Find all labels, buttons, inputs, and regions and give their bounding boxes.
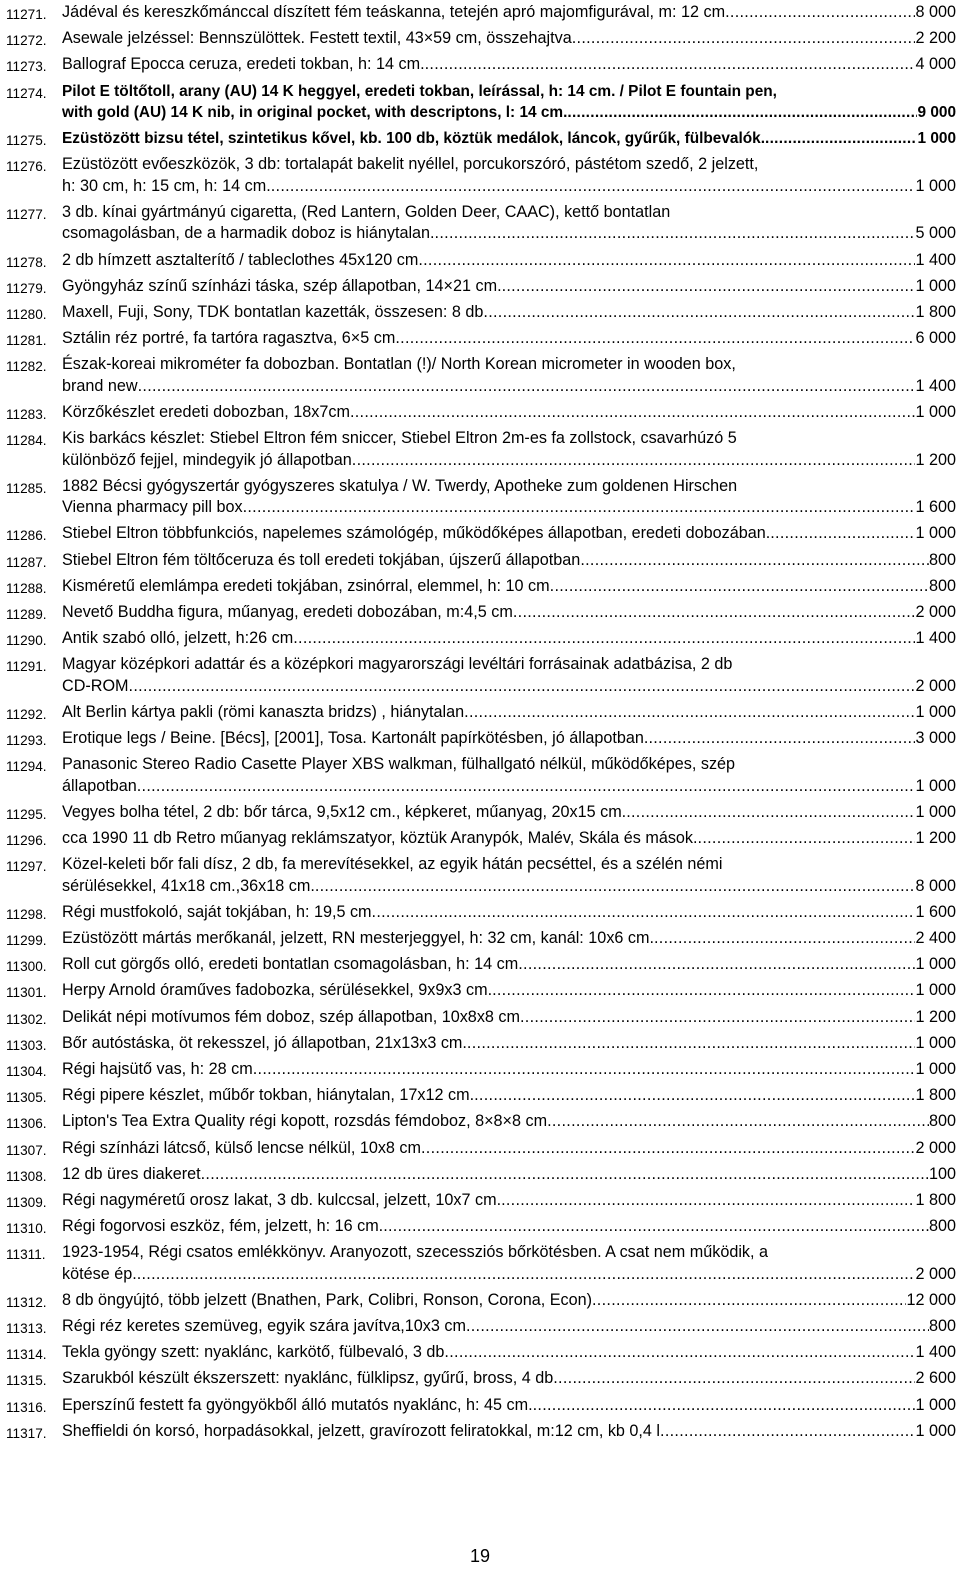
lot-description: Kisméretű elemlámpa eredeti tokjában, zsinórral, elemmel, h: 10 cm	[62, 576, 550, 595]
lot-item	[6, 1368, 956, 1389]
dot-leader	[137, 1264, 916, 1285]
lot-description-last	[62, 1216, 956, 1237]
dot-leader	[253, 1059, 916, 1080]
lot-description: Maxell, Fuji, Sony, TDK bontatlan kazetták, összesen: 8 db	[62, 302, 484, 321]
lot-description-last	[62, 602, 956, 623]
lot-description-line: 3 db. kínai gyártmányú cigaretta, (Red Lantern, Golden Deer, CAAC), kettő bontatlan	[62, 202, 671, 221]
lot-description: Stiebel Eltron többfunkciós, napelemes számológép, működőképes állapotban, eredeti dobozában.	[62, 524, 771, 543]
dot-leader	[626, 802, 915, 823]
dot-leader	[137, 776, 916, 797]
lot-description-line: Kis barkács készlet: Stiebel Eltron fém sniccer, Stiebel Eltron 2m-es fa zollstock, csavarhúzó 5	[62, 429, 737, 448]
lot-number: 11271.	[6, 7, 47, 22]
lot-number: 11288.	[6, 580, 47, 596]
lot-price: 1 000	[915, 276, 956, 295]
lot-description: Szarukból készült ékszerszett: nyaklánc, fülklipsz, gyűrű, bross, 4 db	[62, 1369, 554, 1388]
lot-number: 11274.	[6, 85, 47, 101]
lot-description: különböző fejjel, mindegyik jó állapotban	[62, 450, 352, 469]
lot-item	[6, 250, 956, 271]
lot-description-last	[62, 676, 956, 697]
dot-leader	[725, 2, 915, 23]
lot-item	[6, 1085, 956, 1106]
lot-description: Sztálin réz portré, fa tartóra ragasztva, 6×5 cm	[62, 329, 396, 348]
lot-item	[6, 2, 956, 23]
lot-description-last	[62, 1368, 956, 1389]
lot-item	[6, 523, 956, 544]
lot-number: 11272.	[6, 33, 47, 49]
lot-description-line: 1923-1954, Régi csatos emlékkönyv. Aranyozott, szecessziós bőrkötésben. A csat nem működik, a	[62, 1243, 769, 1262]
lot-description-line: 1882 Bécsi gyógyszertár gyógyszeres skatulya / W. Twerdy, Apotheke zum goldenen Hirschen	[62, 476, 738, 495]
dot-leader	[418, 250, 915, 271]
lot-number: 11299.	[6, 933, 47, 949]
dot-leader	[572, 28, 916, 49]
lot-price: 1 000	[915, 1395, 956, 1414]
lot-item	[6, 276, 956, 297]
lot-description-last	[62, 728, 956, 749]
lot-price: 1 400	[915, 1343, 956, 1362]
lot-number: 11293.	[6, 733, 47, 749]
lot-description: csomagolásban, de a harmadik doboz is hiánytalan.	[62, 224, 435, 243]
lot-price: 800	[928, 576, 956, 595]
lot-number: 11277.	[6, 206, 47, 222]
dot-leader	[567, 102, 917, 123]
lot-item	[6, 654, 956, 697]
lot-description-last	[62, 1138, 956, 1159]
lot-price: 2 000	[915, 676, 956, 695]
lot-price: 800	[928, 1217, 956, 1236]
lot-item	[6, 428, 956, 471]
lot-description: Alt Berlin kártya pakli (römi kanaszta bridzs) , hiánytalan	[62, 702, 465, 721]
lot-description-last	[62, 28, 956, 49]
lot-price: 2 000	[915, 1264, 956, 1283]
lot-item	[6, 802, 956, 823]
dot-leader	[520, 1007, 915, 1028]
lot-price: 800	[928, 550, 956, 569]
lot-number: 11304.	[6, 1063, 47, 1079]
lot-number: 11307.	[6, 1142, 47, 1158]
dot-leader	[395, 328, 915, 349]
dot-leader	[592, 1290, 906, 1311]
lot-price: 5 000	[915, 224, 956, 243]
dot-leader	[201, 1164, 929, 1185]
lot-description-last	[62, 1164, 956, 1185]
lot-description: 2 db hímzett asztalterítő / tableclothes 45x120 cm	[62, 250, 419, 269]
lot-item	[6, 28, 956, 49]
dot-leader	[474, 1085, 915, 1106]
lot-number: 11278.	[6, 254, 47, 270]
lot-description-last	[62, 1395, 956, 1416]
lot-item	[6, 828, 956, 849]
lot-description-last	[62, 876, 956, 897]
lot-description-last	[62, 523, 956, 544]
lot-number: 11289.	[6, 606, 47, 622]
lot-item	[6, 702, 956, 723]
lot-description-last	[62, 1059, 956, 1080]
lot-description-last	[62, 250, 956, 271]
lot-description: with gold (AU) 14 K nib, in original pocket, with descriptons, l: 14 cm.	[62, 103, 568, 121]
lot-description-last	[62, 802, 956, 823]
lot-price: 12 000	[906, 1290, 956, 1309]
lot-number: 11276.	[6, 159, 47, 175]
lot-price: 6 000	[915, 329, 956, 348]
dot-leader	[271, 176, 916, 197]
lot-item	[6, 902, 956, 923]
lot-description-line: Pilot E töltőtoll, arany (AU) 14 K heggyel, eredeti tokban, leírással, h: 14 cm. / Pilot E fountain pen,	[62, 82, 777, 100]
lot-number: 11315.	[6, 1373, 47, 1389]
lot-number: 11308.	[6, 1168, 47, 1184]
dot-leader	[467, 1033, 916, 1054]
dot-leader	[129, 676, 916, 697]
lot-price: 100	[928, 1164, 956, 1183]
lot-item	[6, 854, 956, 897]
lot-item	[6, 1421, 956, 1442]
dot-leader	[765, 128, 917, 149]
lot-number: 11286.	[6, 528, 47, 544]
lot-price: 1 000	[915, 776, 956, 795]
lot-price: 1 000	[917, 130, 956, 148]
lot-price: 8 000	[915, 876, 956, 895]
lot-description-last	[62, 928, 956, 949]
lot-item	[6, 754, 956, 797]
lot-item	[6, 602, 956, 623]
lot-item	[6, 954, 956, 975]
lot-number: 11282.	[6, 359, 47, 375]
lot-number: 11284.	[6, 433, 47, 449]
lot-description: Roll cut görgős olló, eredeti bontatlan csomagolásban, h: 14 cm	[62, 955, 519, 974]
lot-description: Delikát népi motívumos fém doboz, szép állapotban, 10x8x8 cm	[62, 1007, 520, 1026]
lot-price: 2 000	[915, 1138, 956, 1157]
dot-leader	[518, 954, 915, 975]
lot-number: 11292.	[6, 706, 47, 722]
dot-leader	[698, 828, 916, 849]
lot-number: 11298.	[6, 906, 47, 922]
lot-item	[6, 1033, 956, 1054]
lot-description: Vienna pharmacy pill box	[62, 498, 243, 517]
lot-number: 11303.	[6, 1037, 47, 1053]
lot-description: Sheffieldi ón korsó, horpadásokkal, jelzett, gravírozott feliratokkal, m:12 cm, kb 0,4 l	[62, 1421, 661, 1440]
lot-description: Bőr autóstáska, öt rekesszel, jó állapotban, 21x13x3 cm.	[62, 1033, 467, 1052]
lot-description-last	[62, 550, 956, 571]
lot-description-last	[62, 54, 956, 75]
lot-price: 2 400	[915, 929, 956, 948]
dot-leader	[547, 1111, 929, 1132]
lot-price: 1 200	[915, 450, 956, 469]
lot-description: h: 30 cm, h: 15 cm, h: 14 cm.	[62, 176, 271, 195]
lot-item	[6, 1342, 956, 1363]
lot-item	[6, 1059, 956, 1080]
lot-description-last	[62, 497, 956, 518]
lot-item	[6, 550, 956, 571]
lot-description: állapotban	[62, 776, 137, 795]
dot-leader	[464, 702, 915, 723]
lot-description: Erotique legs / Beine. [Bécs], [2001], Tosa. Kartonált papírkötésben, jó állapotban.	[62, 729, 649, 748]
lot-description: Ezüstözött bizsu tétel, szintetikus kővel, kb. 100 db, köztük medálok, láncok, gyűrűk, fülbevalók.	[62, 130, 766, 148]
lot-description-last	[62, 1111, 956, 1132]
lot-description-last	[62, 223, 956, 244]
lot-description: kötése ép.	[62, 1264, 137, 1283]
lot-description-last	[62, 980, 956, 1001]
dot-leader	[770, 523, 915, 544]
lot-price: 1 200	[915, 1007, 956, 1026]
dot-leader	[513, 602, 916, 623]
lot-number: 11280.	[6, 306, 47, 322]
dot-leader	[533, 1395, 916, 1416]
lot-description: Régi nagyméretű orosz lakat, 3 db. kulccsal, jelzett, 10x7 cm.	[62, 1190, 502, 1209]
lot-number: 11301.	[6, 985, 47, 1001]
lot-price: 1 000	[915, 1059, 956, 1078]
dot-leader	[293, 628, 915, 649]
lot-description-last	[62, 628, 956, 649]
lot-description-last	[62, 450, 956, 471]
lot-description-last	[62, 776, 956, 797]
lot-description-last	[62, 176, 956, 197]
dot-leader	[654, 928, 916, 949]
lot-item	[6, 1216, 956, 1237]
lot-description-last	[62, 1316, 956, 1337]
lot-number: 11317.	[6, 1425, 47, 1441]
lot-price: 2 000	[915, 602, 956, 621]
lot-price: 2 600	[915, 1369, 956, 1388]
lot-item	[6, 980, 956, 1001]
lot-description-last	[62, 1421, 956, 1442]
lot-description-line: Ezüstözött evőeszközök, 3 db: tortalapát bakelit nyéllel, porcukorszóró, pástétom szedő, 2 jelzett,	[62, 155, 759, 174]
lot-price: 1 800	[915, 1086, 956, 1105]
lot-price: 1 400	[915, 376, 956, 395]
lot-number: 11285.	[6, 480, 47, 496]
lot-description-last	[62, 276, 956, 297]
lot-description: Régi fogorvosi eszköz, fém, jelzett, h: 16 cm.	[62, 1217, 384, 1236]
lot-number: 11314.	[6, 1347, 47, 1363]
lot-description-last	[62, 1085, 956, 1106]
lot-description: Nevető Buddha figura, műanyag, eredeti dobozában, m:4,5 cm	[62, 602, 513, 621]
lot-description-last	[62, 2, 956, 23]
lot-description-last	[62, 402, 956, 423]
lot-price: 1 000	[915, 702, 956, 721]
lot-description: 8 db öngyújtó, több jelzett (Bnathen, Park, Colibri, Ronson, Corona, Econ)	[62, 1290, 592, 1309]
dot-leader	[660, 1421, 915, 1442]
lot-number: 11283.	[6, 406, 47, 422]
lot-description-last	[62, 1342, 956, 1363]
lot-description: Lipton's Tea Extra Quality régi kopott, rozsdás fémdoboz, 8×8×8 cm	[62, 1112, 548, 1131]
lot-number: 11290.	[6, 633, 47, 649]
lot-description-line: Panasonic Stereo Radio Casette Player XBS walkman, fülhallgató nélkül, működőképes, szép	[62, 755, 736, 774]
dot-leader	[501, 1190, 915, 1211]
dot-leader	[492, 980, 915, 1001]
lot-description-last	[62, 1007, 956, 1028]
lot-description-last	[62, 128, 956, 149]
dot-leader	[425, 54, 916, 75]
lot-description: brand new	[62, 376, 138, 395]
lot-item	[6, 1242, 956, 1285]
dot-leader	[483, 302, 915, 323]
lot-price: 1 400	[915, 250, 956, 269]
lot-description-line: Magyar középkori adattár és a középkori magyarországi levéltári forrásainak adatbázisa, 2 db	[62, 655, 733, 674]
dot-leader	[243, 497, 916, 518]
lot-item	[6, 1190, 956, 1211]
lot-item	[6, 154, 956, 197]
lot-description-line: Közel-keleti bőr fali dísz, 2 db, fa merevítésekkel, az egyik hátán pecséttel, és a szélén némi	[62, 855, 723, 874]
dot-leader	[553, 1368, 915, 1389]
lot-description: Antik szabó olló, jelzett, h:26 cm	[62, 629, 294, 648]
lot-description: Régi színházi látcső, külső lencse nélkül, 10x8 cm	[62, 1138, 421, 1157]
dot-leader	[350, 402, 916, 423]
lot-description: Régi hajsütő vas, h: 28 cm	[62, 1059, 253, 1078]
lot-price: 1 000	[915, 955, 956, 974]
dot-leader	[372, 902, 916, 923]
lot-number: 11273.	[6, 59, 47, 75]
lot-price: 1 000	[915, 1421, 956, 1440]
lot-number: 11275.	[6, 133, 47, 149]
lot-price: 1 000	[915, 402, 956, 421]
lot-number: 11316.	[6, 1399, 47, 1415]
lot-description-last	[62, 954, 956, 975]
lot-number: 11297.	[6, 859, 47, 875]
lot-item	[6, 54, 956, 75]
page-number: 19	[469, 1546, 491, 1566]
lot-number: 11296.	[6, 833, 47, 849]
dot-leader	[648, 728, 915, 749]
lot-description-last	[62, 576, 956, 597]
lot-item	[6, 576, 956, 597]
lot-description-last	[62, 702, 956, 723]
lot-description: Gyöngyház színű színházi táska, szép állapotban, 14×21 cm.	[62, 276, 502, 295]
lot-description-last	[62, 828, 956, 849]
lot-description: Eperszínű festett fa gyöngyökből álló mutatós nyaklánc, h: 45 cm.	[62, 1395, 533, 1414]
lot-description: 12 db üres diakeret	[62, 1164, 201, 1183]
lot-description-line: Észak-koreai mikrométer fa dobozban. Bontatlan (!)/ North Korean micrometer in wooden box,	[62, 355, 736, 374]
lot-price: 1 200	[915, 829, 956, 848]
lot-item	[6, 402, 956, 423]
dot-leader	[444, 1342, 915, 1363]
lot-item	[6, 354, 956, 397]
lot-description-last	[62, 1190, 956, 1211]
lot-description: CD-ROM	[62, 676, 129, 695]
dot-leader	[352, 450, 916, 471]
lot-price: 1 000	[915, 176, 956, 195]
lot-description-last	[62, 376, 956, 397]
lot-price: 1 800	[915, 302, 956, 321]
lot-description: Régi pipere készlet, műbőr tokban, hiánytalan, 17x12 cm.	[62, 1086, 475, 1105]
lot-number: 11313.	[6, 1321, 47, 1337]
lot-description: Herpy Arnold óraműves fadobozka, sérülésekkel, 9x9x3 cm.	[62, 981, 493, 1000]
lot-price: 2 200	[915, 29, 956, 48]
lot-number: 11302.	[6, 1011, 47, 1027]
lot-price: 3 000	[915, 729, 956, 748]
lot-description: sérülésekkel, 41x18 cm.,36x18 cm.	[62, 876, 315, 895]
lot-number: 11305.	[6, 1090, 47, 1106]
lot-description: Tekla gyöngy szett: nyaklánc, karkötő, fülbevaló, 3 db	[62, 1343, 445, 1362]
lot-description: Vegyes bolha tétel, 2 db: bőr tárca, 9,5x12 cm., képkeret, műanyag, 20x15 cm.	[62, 802, 627, 821]
lot-number: 11310.	[6, 1221, 47, 1237]
dot-leader	[550, 576, 929, 597]
lot-price: 1 000	[915, 802, 956, 821]
lot-item	[6, 476, 956, 519]
lot-price: 8 000	[915, 3, 956, 21]
lot-description-last	[62, 102, 956, 123]
lot-price: 1 600	[915, 498, 956, 517]
dot-leader	[580, 550, 929, 571]
lot-description: Körzőkészlet eredeti dobozban, 18x7cm	[62, 402, 350, 421]
lot-number: 11287.	[6, 554, 47, 570]
lot-item	[6, 628, 956, 649]
lot-item	[6, 202, 956, 245]
lot-price: 800	[928, 1317, 956, 1336]
lot-description-last	[62, 328, 956, 349]
lot-price: 1 000	[915, 1033, 956, 1052]
lot-price: 9 000	[917, 103, 956, 121]
lot-price: 1 400	[915, 629, 956, 648]
lot-number: 11311.	[6, 1247, 46, 1263]
dot-leader	[421, 1138, 915, 1159]
lot-item	[6, 1290, 956, 1311]
lot-description: cca 1990 11 db Retro műanyag reklámszatyor, köztük Aranypók, Malév, Skála és mások.	[62, 829, 698, 848]
lot-description: Ezüstözött mártás merőkanál, jelzett, RN mesterjeggyel, h: 32 cm, kanál: 10x6 cm.	[62, 929, 654, 948]
lot-description: Jádéval és kereszkőmánccal díszített fém teáskanna, tetején apró majomfigurával, m: 12 cm	[62, 3, 726, 21]
lot-number: 11294.	[6, 759, 47, 775]
lot-item	[6, 302, 956, 323]
lot-number: 11295.	[6, 806, 47, 822]
lot-item	[6, 728, 956, 749]
lot-item	[6, 128, 956, 149]
lot-list	[6, 2, 956, 1447]
dot-leader	[138, 376, 916, 397]
dot-leader	[315, 876, 916, 897]
lot-description-last	[62, 902, 956, 923]
lot-item	[6, 81, 956, 124]
dot-leader	[383, 1216, 929, 1237]
lot-number: 11281.	[6, 333, 47, 349]
lot-number: 11306.	[6, 1116, 47, 1132]
lot-item	[6, 928, 956, 949]
dot-leader	[435, 223, 916, 244]
lot-item	[6, 1007, 956, 1028]
dot-leader	[466, 1316, 929, 1337]
lot-number: 11291.	[6, 659, 47, 675]
lot-number: 11312.	[6, 1294, 47, 1310]
lot-description-last	[62, 1290, 956, 1311]
lot-description: Ballograf Epocca ceruza, eredeti tokban, h: 14 cm.	[62, 55, 425, 74]
lot-item	[6, 1138, 956, 1159]
lot-price: 4 000	[915, 55, 956, 74]
lot-description: Régi réz keretes szemüveg, egyik szára javítva,10x3 cm	[62, 1317, 466, 1336]
lot-number: 11309.	[6, 1194, 47, 1210]
lot-description-last	[62, 1033, 956, 1054]
lot-number: 11300.	[6, 959, 47, 975]
lot-item	[6, 1111, 956, 1132]
lot-price: 800	[928, 1112, 956, 1131]
lot-price: 1 000	[915, 981, 956, 1000]
lot-price: 1 000	[915, 524, 956, 543]
lot-price: 1 600	[915, 902, 956, 921]
lot-description: Stiebel Eltron fém töltőceruza és toll eredeti tokjában, újszerű állapotban	[62, 550, 581, 569]
lot-description-last	[62, 302, 956, 323]
lot-description: Régi mustfokoló, saját tokjában, h: 19,5 cm	[62, 902, 372, 921]
lot-item	[6, 1395, 956, 1416]
lot-item	[6, 1164, 956, 1185]
lot-description-last	[62, 1264, 956, 1285]
dot-leader	[502, 276, 916, 297]
lot-description: Asewale jelzéssel: Bennszülöttek. Festett textil, 43×59 cm, összehajtva	[62, 29, 572, 48]
lot-price: 1 800	[915, 1190, 956, 1209]
lot-item	[6, 328, 956, 349]
lot-number: 11279.	[6, 280, 47, 296]
lot-item	[6, 1316, 956, 1337]
